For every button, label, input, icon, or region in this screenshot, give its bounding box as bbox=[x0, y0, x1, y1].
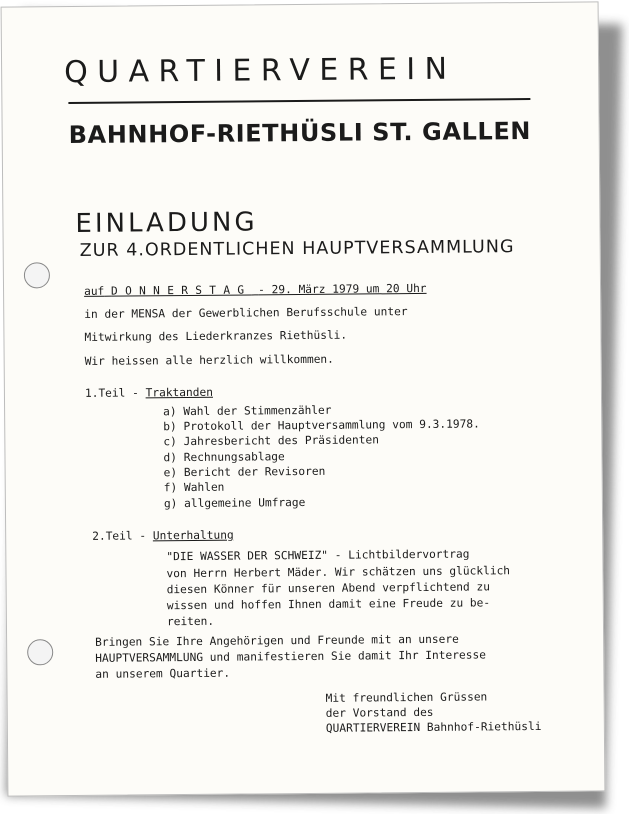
document-page bbox=[1, 1, 606, 796]
meeting-title: ZUR 4.ORDENTLICHEN HAUPTVERSAMMLUNG bbox=[79, 237, 515, 261]
closing-text-line: HAUPTVERSAMMLUNG und manifestieren Sie damit Ihr Interesse bbox=[95, 648, 486, 665]
agenda-item: c) Jahresbericht des Präsidenten bbox=[163, 433, 379, 449]
meeting-date: auf DONNERSTAG - 29. März 1979 um 20 Uhr bbox=[83, 281, 427, 298]
part2-text-line: von Herrn Herbert Mäder. Wir schätzen uns glücklich bbox=[166, 564, 511, 581]
punch-hole-icon bbox=[24, 262, 50, 288]
venue-line-2: Mitwirkung des Liederkranzes Riethüsli. bbox=[84, 328, 348, 344]
association-location: BAHNHOF-RIETHÜSLI ST. GALLEN bbox=[68, 117, 532, 150]
part2-text-line: diesen Könner für unseren Abend verpflichtend zu bbox=[166, 580, 491, 597]
agenda-item: e) Bericht der Revisoren bbox=[163, 464, 326, 480]
venue-line-1: in der MENSA der Gewerblichen Berufsschule unter bbox=[84, 305, 408, 321]
title-rule bbox=[68, 98, 530, 104]
part2-heading: 2.Teil - Unterhaltung bbox=[92, 528, 234, 543]
part2-text-line: reiten. bbox=[166, 614, 215, 629]
punch-hole-icon bbox=[27, 639, 53, 665]
signature-line: Mit freundlichen Grüssen bbox=[325, 690, 488, 705]
association-name: QUARTIERVEREIN bbox=[63, 51, 457, 91]
agenda-item: f) Wahlen bbox=[163, 480, 225, 495]
invitation-heading: EINLADUNG bbox=[75, 207, 258, 239]
agenda-item: g) allgemeine Umfrage bbox=[163, 495, 306, 511]
closing-text-line: Bringen Sie Ihre Angehörigen und Freunde mit an unsere bbox=[95, 632, 459, 649]
signature-line: QUARTIERVEREIN Bahnhof-Riethüsli bbox=[325, 719, 542, 735]
signature-line: der Vorstand des bbox=[325, 705, 434, 720]
part1-heading: 1.Teil - Traktanden bbox=[84, 385, 213, 400]
part2-text-line: wissen und hoffen Ihnen damit eine Freude zu be- bbox=[166, 596, 491, 613]
agenda-item: b) Protokoll der Hauptversammlung vom 9.3.1978. bbox=[163, 417, 480, 434]
part2-text-line: "DIE WASSER DER SCHWEIZ" - Lichtbildervortrag bbox=[166, 547, 470, 564]
agenda-item: d) Rechnungsablage bbox=[163, 450, 285, 465]
agenda-item: a) Wahl der Stimmenzähler bbox=[163, 403, 332, 419]
closing-text-line: an unserem Quartier. bbox=[95, 666, 231, 681]
welcome-line: Wir heissen alle herzlich willkommen. bbox=[84, 352, 334, 368]
